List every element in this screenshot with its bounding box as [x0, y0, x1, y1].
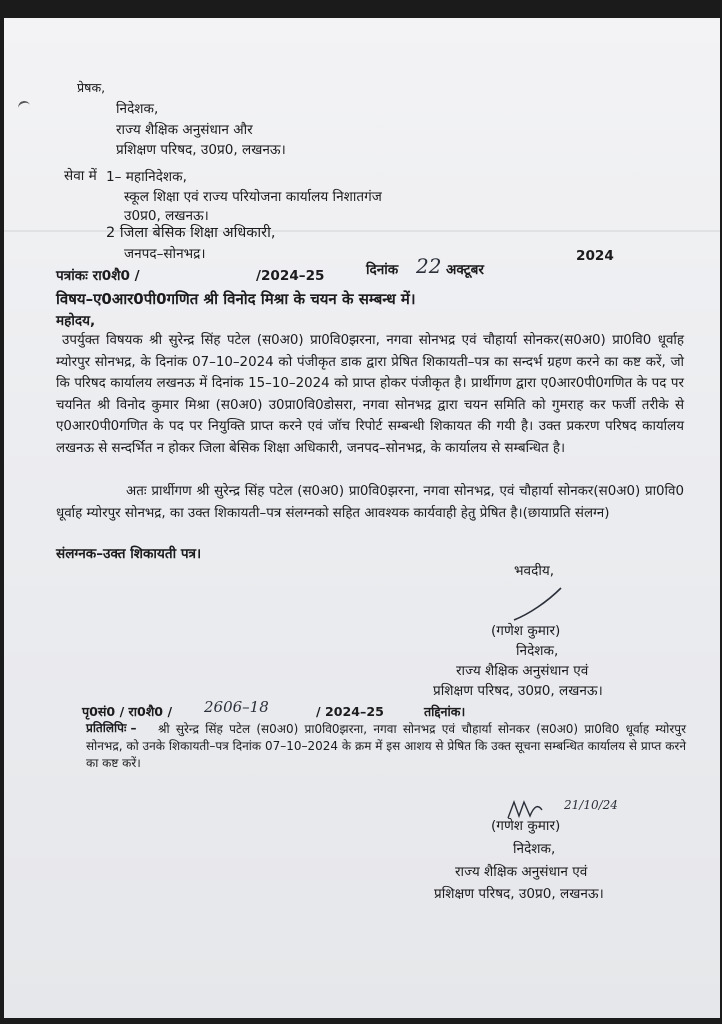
signature-2-handwritten-date: 21/10/24 [564, 798, 618, 812]
signer-2-org-line1: राज्य शैक्षिक अनुसंधान एवं [455, 864, 588, 880]
copy-ref-tad: तद्दिनांक। [424, 704, 466, 719]
month: अक्टूबर [446, 262, 484, 278]
punch-hole-mark [17, 100, 31, 113]
calendar-year: 2024 [576, 248, 614, 264]
signer-1-org-line1: राज्य शैक्षिक अनुसंधान एवं [456, 663, 589, 679]
letter-page [4, 18, 720, 1018]
patrank: पत्रांकः रा0शै0 / [56, 268, 140, 284]
dinank-label: दिनांक [366, 262, 399, 278]
subject-line: विषय–ए0आर0पी0गणित श्री विनोद मिश्रा के चयन के सम्बन्ध में। [56, 290, 416, 308]
copy-ref-year: / 2024–25 [316, 704, 384, 719]
ref-year: /2024–25 [256, 268, 325, 284]
salutation: महोदय, [56, 313, 96, 329]
copy-label: प्रतिलिपिः – [86, 721, 137, 735]
signer-2-title: निदेशक, [513, 841, 556, 857]
signature-scribble-1 [509, 586, 579, 626]
sender-title: निदेशक, [116, 101, 159, 117]
sender-org-line1: राज्य शैक्षिक अनुसंधान और [116, 122, 253, 138]
enclosure: संलग्नक–उक्त शिकायती पत्र। [56, 546, 202, 562]
signer-2-name: (गणेश कुमार) [491, 818, 561, 834]
recipient-1-title: 1– महानिदेशक, [106, 169, 187, 185]
signer-1-title: निदेशक, [516, 643, 559, 659]
recipients-label: सेवा में [64, 168, 97, 184]
body-paragraph-1: उपर्युक्त विषयक श्री सुरेन्द्र सिंह पटेल (स0अ0) प्रा0वि0झरना, नगवा सोनभद्र एवं चौहार्या सोनकर(स0अ0) प्रा0वि0 धूर्वाह म्योरपुर सोनभद्र, के दिनांक 07–10–2024 को पंजीकृत डाक द्वारा प्रेषित शिकायती–पत्र का सन्दर्भ ग्रहण करने का कष्ट करें, जो कि परिषद कार्यालय लखनऊ में दिनांक 15–10–2024 को प्राप्त होकर पंजीकृत है। प्रार्थीगण द्वारा ए0आर0पी0गणित के पद पर चयनित श्री विनोद कुमार मिश्रा (स0अ0) उ0प्रा0वि0डोसरा, नगवा सोनभद्र द्वारा चयन समिति को गुमराह कर फर्जी तरीके से ए0आर0पी0गणित के पद पर नियुक्ति प्राप्त करने एवं जॉच रिपोर्ट सम्बन्धी शिकायत की गयी है। उक्त प्रकरण परिषद कार्यालय लखनऊ से सन्दर्भित न होकर जिला बेसिक शिक्षा अधिकारी, जनपद–सोनभद्र, के कार्यालय से सम्बन्धित है। [56, 333, 684, 456]
closing: भवदीय, [514, 563, 555, 579]
recipient-2-line1: जनपद–सोनभद्र। [124, 246, 206, 262]
copy-ref-prefix: पृ0सं0 / रा0शै0 / [82, 704, 173, 719]
sender-label: प्रेषक, [77, 80, 106, 95]
copy-ref-handwritten-number: 2606–18 [204, 698, 269, 716]
copy-paragraph: श्री सुरेन्द्र सिंह पटेल (स0अ0) प्रा0वि0झरना, नगवा सोनभद्र एवं चौहार्या सोनकर (स0अ0) प्रा0वि0 धूर्वाह म्योरपुर सोनभद्र, को उनके शिकायती–पत्र दिनांक 07–10–2024 के क्रम में इस आशय से प्रेषित कि उक्त सूचना सम्बन्धित कार्यालय से प्राप्त करने का कष्ट करें। [86, 722, 686, 770]
body-paragraph-2: अतः प्रार्थीगण श्री सुरेन्द्र सिंह पटेल (स0अ0) प्रा0वि0झरना, नगवा सोनभद्र, एवं चौहार्या सोनकर(स0अ0) प्रा0वि0 धूर्वाह म्योरपुर सोनभद्र, का उक्त शिकायती–पत्र संलग्नको सहित आवश्यक कार्यवाही हेतु प्रेषित है।(छायाप्रति संलग्न) [56, 484, 684, 521]
sender-org-line2: प्रशिक्षण परिषद, उ0प्र0, लखनऊ। [116, 142, 286, 158]
signer-1-name: (गणेश कुमार) [491, 623, 561, 639]
signer-2-org-line2: प्रशिक्षण परिषद, उ0प्र0, लखनऊ। [434, 886, 604, 902]
recipient-2-title: 2 जिला बेसिक शिक्षा अधिकारी, [106, 225, 276, 241]
signer-1-org-line2: प्रशिक्षण परिषद, उ0प्र0, लखनऊ। [433, 683, 603, 699]
recipient-1-line2: उ0प्र0, लखनऊ। [124, 208, 209, 224]
handwritten-day: 22 [416, 254, 442, 278]
recipient-1-line1: स्कूल शिक्षा एवं राज्य परियोजना कार्यालय निशातगंज [124, 189, 382, 205]
